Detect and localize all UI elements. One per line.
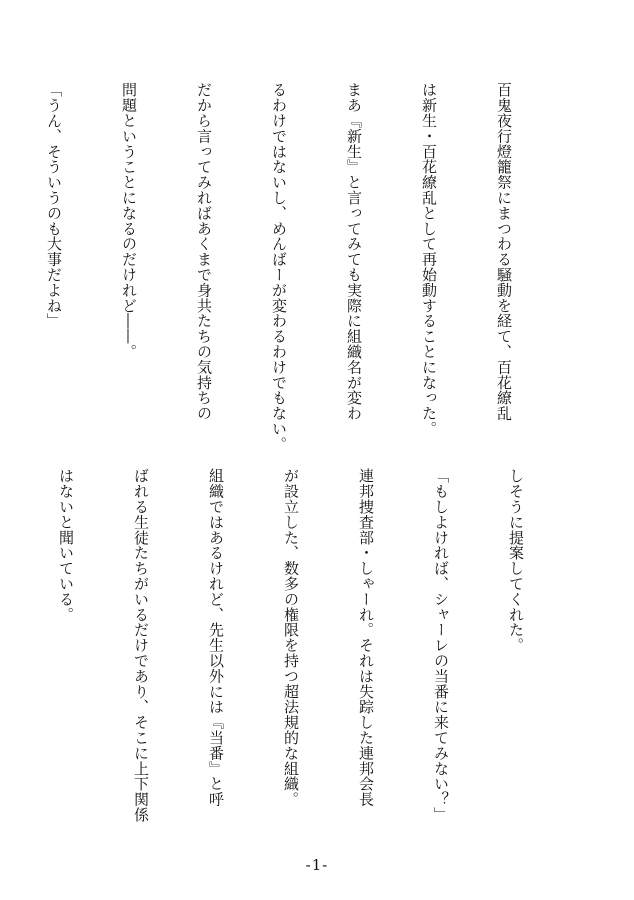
text-line: 「うん、そういうのも大事だよね」	[45, 82, 63, 329]
page-number: -1-	[305, 856, 329, 874]
text-line	[0, 468, 3, 840]
text-line: 百鬼夜行燈籠祭にまつわる騒動を経て、百花繚乱	[495, 82, 513, 421]
text-line: 組織ではあるけれど、先生以外には『当番』と呼	[207, 468, 225, 807]
text-line: しそうに提案してくれた。	[507, 468, 525, 653]
text-line: ばれる生徒たちがいるだけであり、そこに上下関係	[132, 468, 150, 823]
text-line: 「もしよければ、シャーレの当番に来てみない？」	[432, 468, 450, 823]
text-line: まあ『新生』と言ってみても実際に組織名が変わ	[345, 82, 363, 421]
text-line: は新生・百花繚乱として再始動することになった。	[420, 82, 438, 437]
text-line: るわけではないし、めんばーが変わるわけでもない。	[270, 82, 288, 452]
text-block-bottom	[0, 468, 578, 840]
text-line: 連邦捜査部・しゃーれ。それは失踪した連邦会長	[357, 468, 375, 807]
text-line: が設立した、数多の権限を持つ超法規的な組織。	[282, 468, 300, 807]
text-block-top	[0, 82, 566, 452]
text-line: だから言ってみればあくまで身共たちの気持ちの	[195, 82, 213, 421]
text-line: はないと聞いている。	[57, 468, 75, 622]
text-line: 問題ということになるのだけれど――。	[120, 82, 138, 360]
